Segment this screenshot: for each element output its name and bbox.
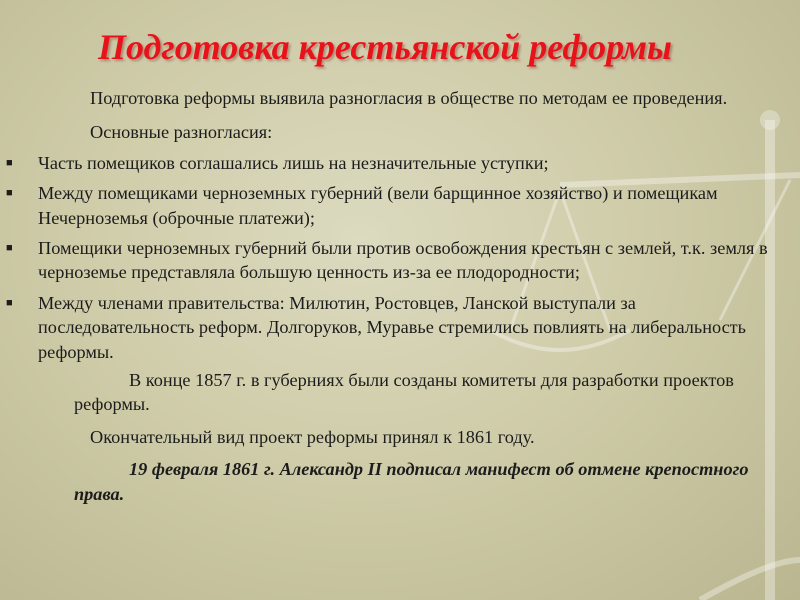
bullet-text: Часть помещиков соглашались лишь на незначительные уступки;: [38, 152, 549, 173]
intro-paragraph: Подготовка реформы выявила разногласия в обществе по методам ее проведения.: [90, 88, 728, 108]
bullet-icon: ■: [6, 187, 13, 200]
committees-paragraph: В конце 1857 г. в губерниях были созданы комитеты для разработки проектов реформы.: [74, 370, 734, 415]
bullet-item: [6, 291, 783, 364]
bullet-item: [6, 151, 783, 175]
slide-body: [6, 86, 783, 506]
bullet-text: Помещики черноземных губерний были против освобождения крестьян с землей, т.к. земля в черноземье представляла большую ценность из-за ее плодородности;: [38, 238, 768, 283]
bullet-text: Между помещиками черноземных губерний (вели барщинное хозяйство) и помещикам Нечерноземья (оброчные платежи);: [38, 183, 718, 228]
disagreements-heading: Основные разногласия:: [90, 122, 273, 143]
bullet-icon: ■: [6, 242, 13, 255]
bullet-icon: ■: [6, 296, 13, 309]
reform-timeline: [74, 368, 783, 506]
slide-title: Подготовка крестьянской реформы: [98, 27, 672, 67]
bullet-text: Между членами правительства: Милютин, Ростовцев, Ланской выступали за последовательность реформ. Долгоруков, Муравье стремились повлиять на либеральность реформы.: [38, 292, 747, 362]
bullet-icon: ■: [6, 156, 13, 169]
bullet-item: [6, 181, 783, 230]
bullet-item: [6, 236, 783, 285]
manifesto-paragraph: 19 февраля 1861 г. Александр II подписал манифест об отмене крепостного права.: [74, 459, 749, 504]
final-project-paragraph: Окончательный вид проект реформы принял к 1861 году.: [90, 426, 535, 447]
